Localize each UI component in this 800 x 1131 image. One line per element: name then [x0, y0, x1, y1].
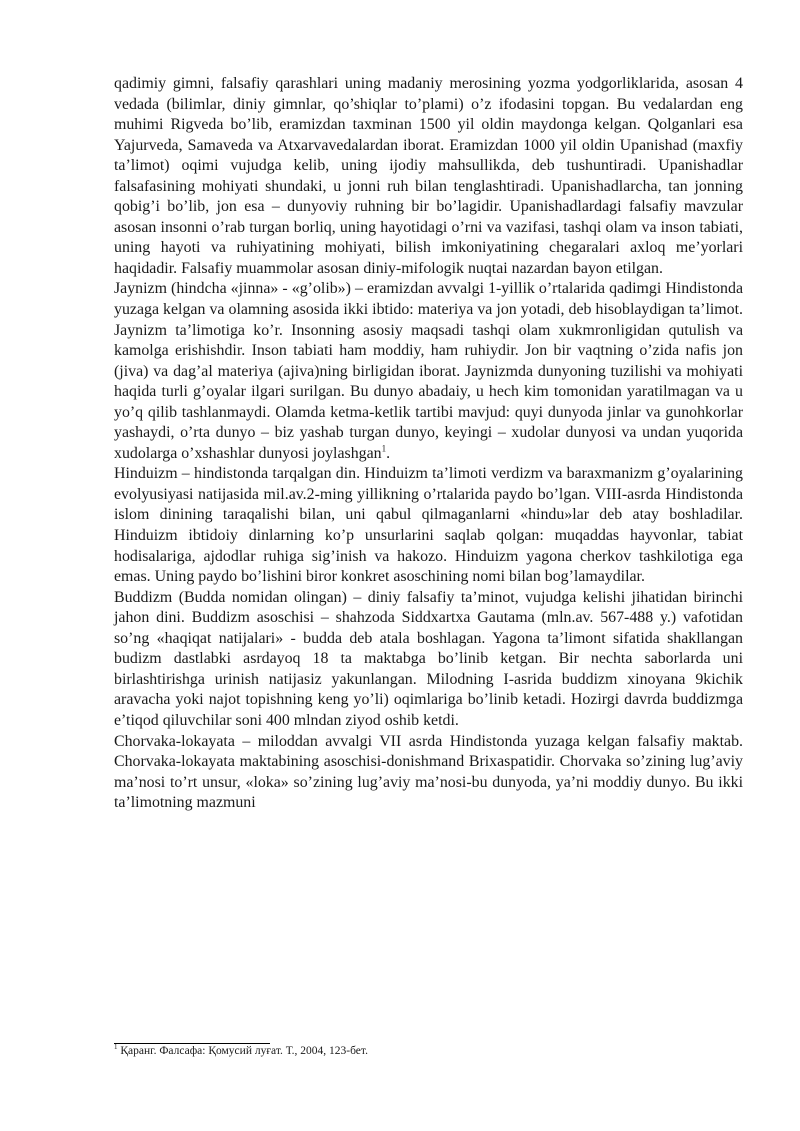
footnote-text: Қаранг. Фалсафа: Қомусий луғат. Т., 2004, 123-бет. [117, 1045, 368, 1057]
paragraph-buddhism: Buddizm (Budda nomidan olingan) – diniy falsafiy ta’minot, vujudga kelishi jihatidan birinchi jahon dini. Buddizm asoschisi – shahzoda Siddxartxa Gautama (mln.av. 567-488 y.) vafotidan so’ng «haqiqat natijalari» - budda deb atala boshlagan. Yagona ta’limont sifatida shakllangan budizm dastlabki asrdayoq 18 ta maktabga bo’linib ketgan. Bir nechta saborlarda uni birlashtirishga urinish natijasiz yakunlangan. Milodning I-asrida buddizm xinoyana 9kichik aravacha yoki najot topishning keng yo’li) oqimlariga bo’linib ketadi. Hozirgi davrda buddizmga e’tiqod qiluvchilar soni 400 mlndan ziyod oshib ketdi. [114, 588, 743, 729]
paragraph-jainism [114, 279, 743, 464]
document-body [114, 74, 743, 814]
paragraph-jainism-text: Jaynizm (hindcha «jinna» - «g’olib») – eramizdan avvalgi 1-yillik o’rtalarida qadimgi Hindistonda yuzaga kelgan va olamning asosida ikki ibtido: materiya va jon yotadi, deb hisoblaydigan ta’limot. Jaynizm ta’limotiga ko’r. Insonning asosiy maqsadi tashqi olam xukmronligidan qutulish va kamolga erishishdir. Inson tabiati ham moddiy, ham ruhiydir. Jon bir vaqtning o’zida nafis jon (jiva) va dag’al materiya (ajiva)ning birligidan iborat. Jaynizmda dunyoning tuzilishi va mohiyati haqida turli g’oyalar ilgari surilgan. Bu dunyo abadaiy, u hech kim tomonidan yaratilmagan va u yo’q qilib tashlanmaydi. Olamda ketma-ketlik tartibi mavjud: quyi dunyoda jinlar va gunohkorlar yashaydi, o’rta dunyo – biz yashab turgan dunyo, keyingi – xudolar dunyosi va undan yuqorida xudolarga o’xshashlar dunyosi joylashgan [114, 280, 743, 462]
footnote-reference[interactable]: 1 [381, 443, 387, 454]
paragraph-hinduism: Hinduizm – hindistonda tarqalgan din. Hinduizm ta’limoti verdizm va baraxmanizm g’oyalarining evolyusiyasi natijasida mil.av.2-ming yillikning o’rtalarida paydo bo’lgan. VIII-asrda Hindistonda islom dinining taraqalishi bilan, uni qabul qilmaganlarni «hindu»lar deb atay boshladilar. Hinduizm ibtidoiy dinlarning ko’p unsurlarini saqlab qolgan: muqaddas hayvonlar, tabiat hodisalariga, ajdodlar ruhiga sig’inish va hakozo. Hinduizm yagona cherkov tashkilotiga ega emas. Uning paydo bo’lishini biror konkret asoschining nomi bilan bog’lamaydilar. [114, 465, 743, 586]
paragraph-charvaka: Chorvaka-lokayata – miloddan avvalgi VII asrda Hindistonda yuzaga kelgan falsafiy maktab. Chorvaka-lokayata maktabining asoschisi-donishmand Brixaspatidir. Chorvaka so’zining lug’aviy ma’nosi to’rt unsur, «loka» so’zining lug’aviy ma’nosi-bu dunyoda, ya’ni moddiy dunyo. Bu ikki ta’limotning mazmuni [114, 732, 743, 812]
footnote-marker: 1 [114, 1043, 118, 1052]
paragraph-vedas: qadimiy gimni, falsafiy qarashlari uning madaniy merosining yozma yodgorliklarida, asosan 4 vedada (bilimlar, diniy gimnlar, qo’shiqlar to’plami) o’z ifodasini topgan. Bu vedalardan eng muhimi Rigveda bo’lib, eramizdan taxminan 1500 yil oldin maydonga kelgan. Qolganlari esa Yajurveda, Samaveda va Atxarvavedalardan iborat. Eramizdan 1000 yil oldin Upanishad (maxfiy ta’limot) oqimi vujudga kelib, uning ijodiy mahsullikda, deb tushuntiradi. Upanishadlar falsafasining mohiyati shundaki, u jonni ruh bilan tenglashtiradi. Upanishadlarcha, tan jonning qobig’i bo’lib, jon esa – dunyoviy ruhning bir bo’lagidir. Upanishadlardagi falsafiy mavzular asosan insonni o’rab turgan borliq, uning hayotidagi o’rni va vazifasi, tashqi olam va inson tabiati, uning hayoti va ruhiyatining mohiyati, bilish imkoniyatining chegaralari axloq me’yorlari haqidadir. Falsafiy muammolar asosan diniy-mifologik nuqtai nazardan bayon etilgan. [114, 75, 743, 277]
paragraph-jainism-end: . [386, 444, 391, 462]
footnote [114, 1044, 743, 1058]
